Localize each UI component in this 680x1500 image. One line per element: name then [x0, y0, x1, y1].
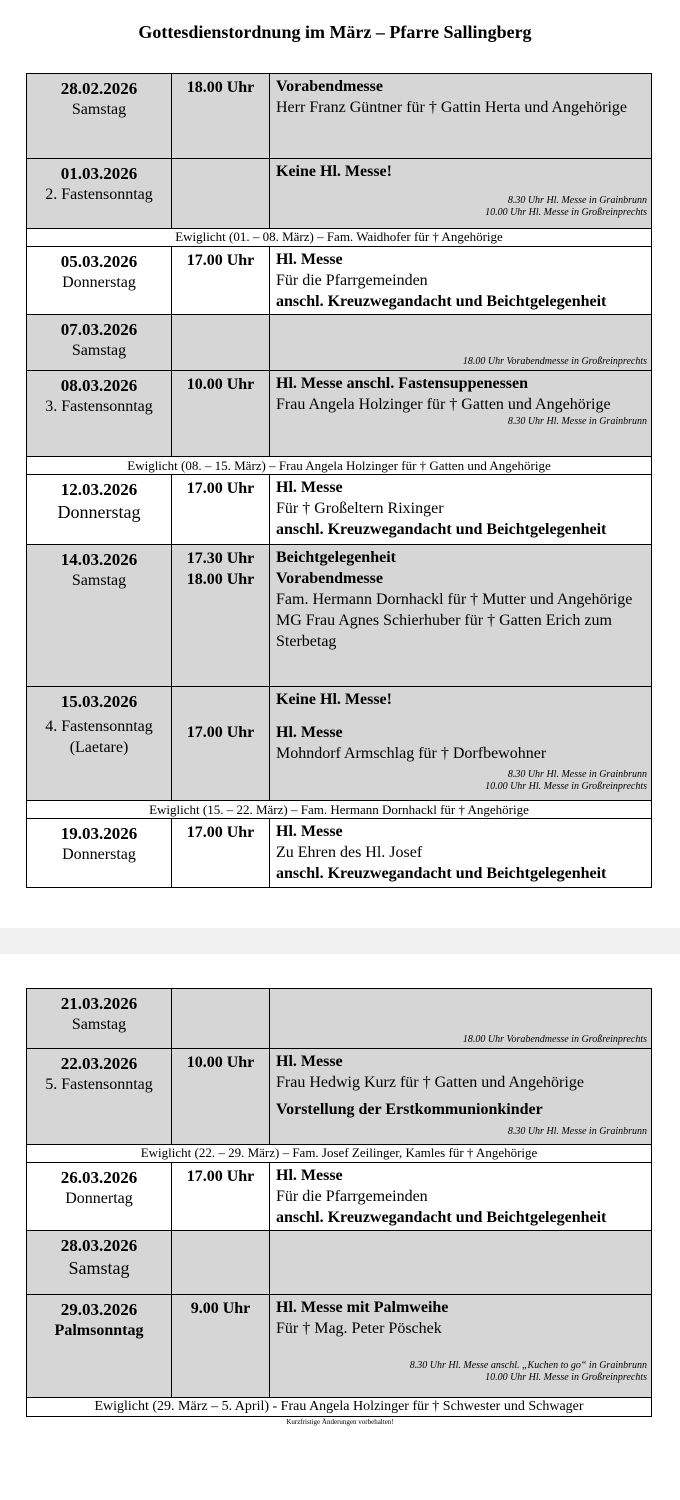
schedule-row [27, 1295, 652, 1398]
date-cell [27, 1049, 172, 1145]
schedule-row [27, 1231, 652, 1295]
weekday: 4. Fastensonntag [45, 718, 153, 736]
content-cell [270, 989, 652, 1049]
service-intention: Fam. Hermann Dornhackl für † Mutter und Angehörige [276, 590, 633, 608]
other-parish-note: 8.30 Uhr Hl. Messe in Grainbrunn [507, 768, 647, 780]
date: 01.03.2026 [60, 164, 138, 183]
service-intention: Für † Mag. Peter Pöschek [276, 1320, 442, 1338]
other-parish-note: 18.00 Uhr Vorabendmesse in Großreinprechts [462, 355, 647, 367]
ewiglicht-row [27, 1145, 652, 1163]
date-cell [27, 74, 172, 159]
service-heading: Vorabendmesse [276, 570, 383, 588]
date: 19.03.2026 [60, 824, 138, 844]
service-extra: anschl. Kreuzwegandacht und Beichtgelegenheit [276, 1208, 607, 1226]
ewiglicht-row [27, 457, 652, 475]
weekday: Samstag [71, 101, 127, 119]
weekday: Donnerstag [57, 502, 141, 523]
weekday: Samstag [71, 342, 127, 360]
date: 21.03.2026 [60, 994, 138, 1013]
service-extra: Vorstellung der Erstkommunionkinder [276, 1100, 543, 1118]
date: 26.03.2026 [60, 1168, 138, 1187]
service-heading: Hl. Messe [276, 479, 343, 497]
service-heading: Hl. Messe anschl. Fastensuppenessen [276, 375, 529, 393]
date: 12.03.2026 [60, 480, 138, 500]
time: 10.00 Uhr [186, 1054, 255, 1071]
other-parish-note: 10.00 Uhr Hl. Messe in Großreinprechts [485, 1372, 647, 1384]
schedule-table-2 [26, 988, 652, 1417]
service-intention: Herr Franz Güntner für † Gattin Herta und Angehörige [276, 98, 627, 116]
service-heading: Keine Hl. Messe! [276, 691, 392, 709]
ewiglicht-text: Ewiglicht (15. – 22. März) – Fam. Hermann Dornhackl für † Angehörige [27, 801, 652, 819]
time: 18.00 Uhr [186, 571, 255, 589]
time: 17.30 Uhr [186, 550, 255, 568]
service-extra: anschl. Kreuzwegandacht und Beichtgelegenheit [276, 864, 607, 882]
schedule-row [27, 247, 652, 315]
other-parish-note: 8.30 Uhr Hl. Messe anschl. „Kuchen to go“ in Grainbrunn [409, 1359, 647, 1371]
weekday: 2. Fastensonntag [45, 186, 153, 204]
time-cell [172, 1231, 270, 1295]
service-intention: Für die Pfarrgemeinden [276, 271, 428, 289]
date-cell [27, 159, 172, 229]
date: 14.03.2026 [60, 550, 138, 570]
schedule-row [27, 475, 652, 545]
ewiglicht-text: Ewiglicht (01. – 08. März) – Fam. Waidhofer für † Angehörige [27, 229, 652, 247]
schedule-row [27, 819, 652, 888]
schedule-row [27, 315, 652, 371]
date: 29.03.2026 [60, 1300, 138, 1320]
content-cell [270, 1231, 652, 1295]
content-cell [270, 687, 652, 801]
content-cell [270, 159, 652, 229]
service-intention: MG Frau Agnes Schierhuber für † Gatten Erich zum Sterbetag [276, 611, 612, 650]
content-cell [270, 371, 652, 457]
service-heading: Keine Hl. Messe! [276, 163, 392, 180]
content-cell [270, 1163, 652, 1231]
time-cell [172, 819, 270, 888]
time-cell [172, 545, 270, 687]
time-cell [172, 1163, 270, 1231]
other-parish-note: 10.00 Uhr Hl. Messe in Großreinprechts [485, 781, 647, 793]
schedule-row [27, 74, 652, 159]
date: 08.03.2026 [60, 376, 138, 396]
weekday: Donnerstag [62, 846, 136, 864]
time: 17.00 Uhr [186, 1168, 255, 1185]
time-cell [172, 1049, 270, 1145]
service-heading: Hl. Messe [276, 724, 343, 742]
weekday: Samstag [68, 1258, 130, 1279]
date-cell [27, 1295, 172, 1398]
schedule-row [27, 989, 652, 1049]
date: 28.03.2026 [60, 1236, 138, 1256]
time: 17.00 Uhr [186, 480, 255, 498]
date: 15.03.2026 [60, 692, 138, 712]
service-heading: Hl. Messe [276, 1167, 343, 1184]
schedule-row [27, 687, 652, 801]
service-intention: Frau Angela Holzinger für † Gatten und Angehörige [276, 396, 611, 414]
ewiglicht-row [27, 801, 652, 819]
service-heading: Hl. Messe [276, 1053, 343, 1070]
content-cell [270, 74, 652, 159]
footnote: Kurzfristige Änderungen vorbehalten! [286, 1418, 394, 1426]
service-intention: Für † Großeltern Rixinger [276, 500, 444, 518]
service-intention: Zu Ehren des Hl. Josef [276, 844, 423, 862]
ewiglicht-text: Ewiglicht (08. – 15. März) – Frau Angela Holzinger für † Gatten und Angehörige [27, 457, 652, 475]
page-title: Gottesdienstordnung im März – Pfarre Sallingberg [138, 22, 532, 42]
content-cell [270, 247, 652, 315]
date-cell [27, 371, 172, 457]
date-cell [27, 475, 172, 545]
content-cell [270, 1295, 652, 1398]
service-intention: Frau Hedwig Kurz für † Gatten und Angehörige [276, 1073, 584, 1091]
time: 9.00 Uhr [190, 1300, 251, 1318]
weekday: Palmsonntag [54, 1322, 144, 1340]
time-cell [172, 989, 270, 1049]
time-cell [172, 74, 270, 159]
schedule-row [27, 1049, 652, 1145]
schedule-row [27, 545, 652, 687]
service-heading: Vorabendmesse [276, 78, 383, 95]
other-parish-note: 18.00 Uhr Vorabendmesse in Großreinprechts [462, 1033, 647, 1045]
date-cell [27, 819, 172, 888]
other-parish-note: 10.00 Uhr Hl. Messe in Großreinprechts [485, 207, 647, 219]
time: 17.00 Uhr [186, 824, 255, 842]
content-cell [270, 315, 652, 371]
content-cell [270, 1049, 652, 1145]
weekday: Samstag [71, 1016, 127, 1034]
weekday: Samstag [71, 572, 127, 590]
date-cell [27, 1163, 172, 1231]
date-cell [27, 247, 172, 315]
service-heading: Hl. Messe [276, 251, 343, 268]
time-cell [172, 1295, 270, 1398]
time-cell [172, 687, 270, 801]
weekday: 5. Fastensonntag [45, 1076, 153, 1094]
other-parish-note: 8.30 Uhr Hl. Messe in Grainbrunn [507, 194, 647, 206]
date: 05.03.2026 [60, 252, 138, 271]
service-heading: Beichtgelegenheit [276, 549, 396, 567]
content-cell [270, 475, 652, 545]
service-heading: Hl. Messe mit Palmweihe [276, 1299, 449, 1317]
time-cell [172, 371, 270, 457]
date-cell [27, 315, 172, 371]
time: 17.00 Uhr [186, 252, 255, 269]
date: 28.02.2026 [60, 79, 138, 98]
content-cell [270, 545, 652, 687]
service-intention: Für die Pfarrgemeinden [276, 1187, 428, 1205]
page-gap [0, 928, 680, 954]
ewiglicht-text: Ewiglicht (22. – 29. März) – Fam. Josef Zeilinger, Kamles für † Angehörige [27, 1145, 652, 1163]
weekday: Donnertag [65, 1190, 133, 1208]
date-cell [27, 545, 172, 687]
time-cell [172, 315, 270, 371]
weekday: 3. Fastensonntag [45, 398, 153, 416]
content-cell [270, 819, 652, 888]
date-cell [27, 687, 172, 801]
date-cell [27, 1231, 172, 1295]
other-parish-note: 8.30 Uhr Hl. Messe in Grainbrunn [507, 1126, 647, 1138]
schedule-table-1 [26, 73, 652, 888]
date-cell [27, 989, 172, 1049]
ewiglicht-text: Ewiglicht (29. März – 5. April) - Frau Angela Holzinger für † Schwester und Schwager [27, 1398, 652, 1417]
service-intention: Mohndorf Armschlag für † Dorfbewohner [276, 744, 547, 762]
time-cell [172, 159, 270, 229]
service-extra: anschl. Kreuzwegandacht und Beichtgelegenheit [276, 520, 607, 538]
date: 07.03.2026 [60, 320, 138, 340]
schedule-row [27, 159, 652, 229]
service-heading: Hl. Messe [276, 823, 343, 841]
weekday: Donnerstag [62, 274, 136, 292]
other-parish-note: 8.30 Uhr Hl. Messe in Grainbrunn [507, 415, 647, 427]
time-cell [172, 247, 270, 315]
time: 18.00 Uhr [186, 79, 255, 96]
time-cell [172, 475, 270, 545]
weekday-note: (Laetare) [69, 739, 129, 757]
time: 17.00 Uhr [186, 724, 255, 742]
service-extra: anschl. Kreuzwegandacht und Beichtgelegenheit [276, 292, 607, 310]
date: 22.03.2026 [60, 1054, 138, 1073]
ewiglicht-row [27, 1398, 652, 1417]
time: 10.00 Uhr [186, 376, 255, 394]
ewiglicht-row [27, 229, 652, 247]
schedule-row [27, 1163, 652, 1231]
schedule-row [27, 371, 652, 457]
